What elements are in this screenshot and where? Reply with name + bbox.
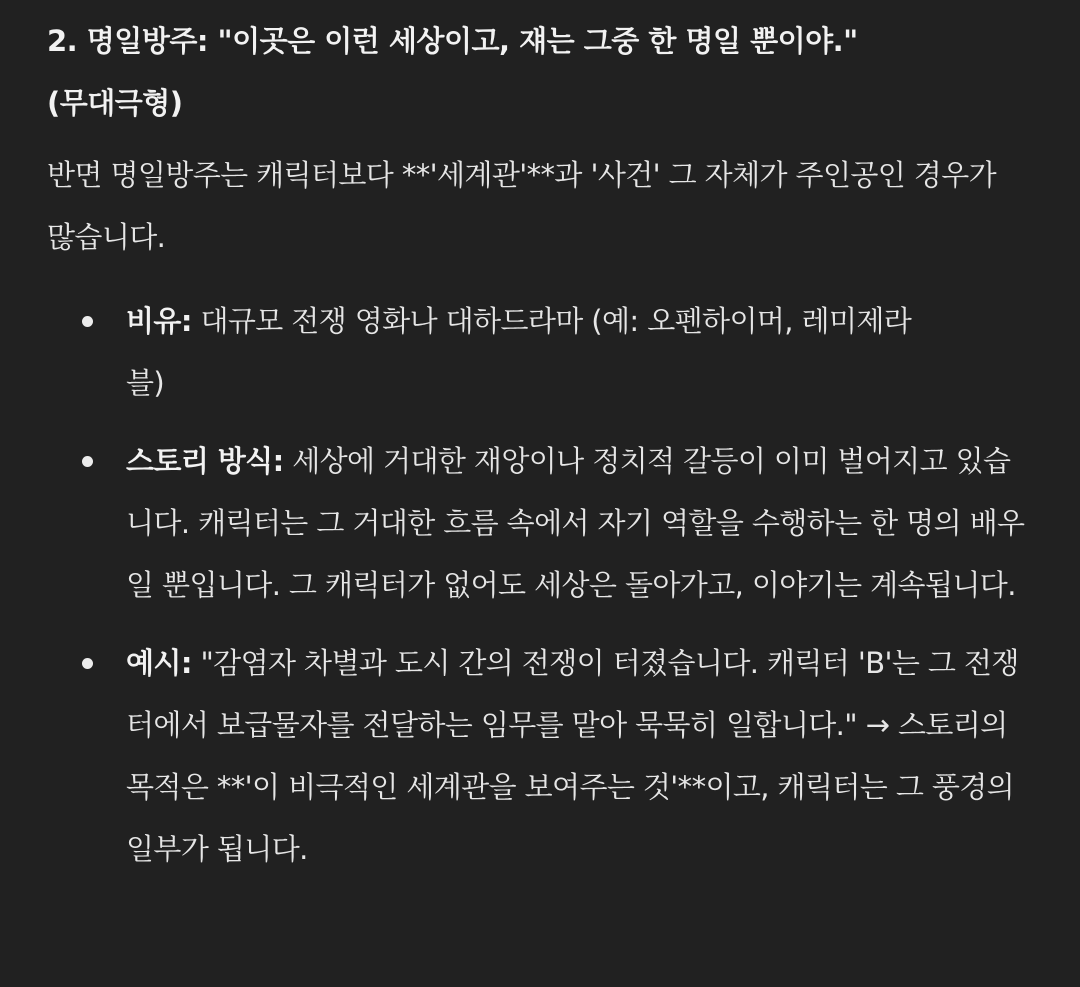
bullet-item-analogy bbox=[47, 290, 916, 414]
bullet-list bbox=[47, 290, 1047, 880]
bullet-label: 예시: bbox=[126, 646, 192, 680]
bullet-text: 대규모 전쟁 영화나 대하드라마 (예: 오펜하이머, 레미제라블) bbox=[126, 304, 912, 400]
intro-paragraph: 반면 명일방주는 캐릭터보다 **'세계관'**과 '사건' 그 자체가 주인공인 경우가 많습니다. bbox=[47, 158, 997, 254]
bullet-text: 세상에 거대한 재앙이나 정치적 갈등이 이미 벌어지고 있습니다. 캐릭터는 그 거대한 흐름 속에서 자기 역할을 수행하는 한 명의 배우일 뿐입니다. 그 캐릭터가 없어도 세상은 돌아가고, 이야기는 계속됩니다. bbox=[126, 444, 1025, 602]
section-heading-line2: (무대극형) bbox=[47, 86, 183, 120]
bullet-item-story-method bbox=[47, 430, 1026, 616]
bullet-text: "감염자 차별과 도시 간의 전쟁이 터졌습니다. 캐릭터 'B'는 그 전쟁터에서 보급물자를 전달하는 임무를 맡아 묵묵히 일합니다." → 스토리의 목적은 **'이 비극적인 세계관을 보여주는 것'**이고, 캐릭터는 그 풍경의 일부가 됩니다. bbox=[126, 646, 1019, 866]
section-heading-line1: 2. 명일방주: "이곳은 이런 세상이고, 쟤는 그중 한 명일 뿐이야." bbox=[47, 24, 858, 58]
bullet-label: 스토리 방식: bbox=[126, 444, 284, 478]
bullet-dot-icon bbox=[82, 658, 93, 669]
message-content bbox=[47, 0, 1047, 896]
bullet-item-example bbox=[47, 632, 1026, 880]
bullet-dot-icon bbox=[82, 456, 93, 467]
bullet-dot-icon bbox=[82, 316, 93, 327]
section-heading bbox=[47, 0, 1047, 134]
bullet-label: 비유: bbox=[126, 304, 192, 338]
